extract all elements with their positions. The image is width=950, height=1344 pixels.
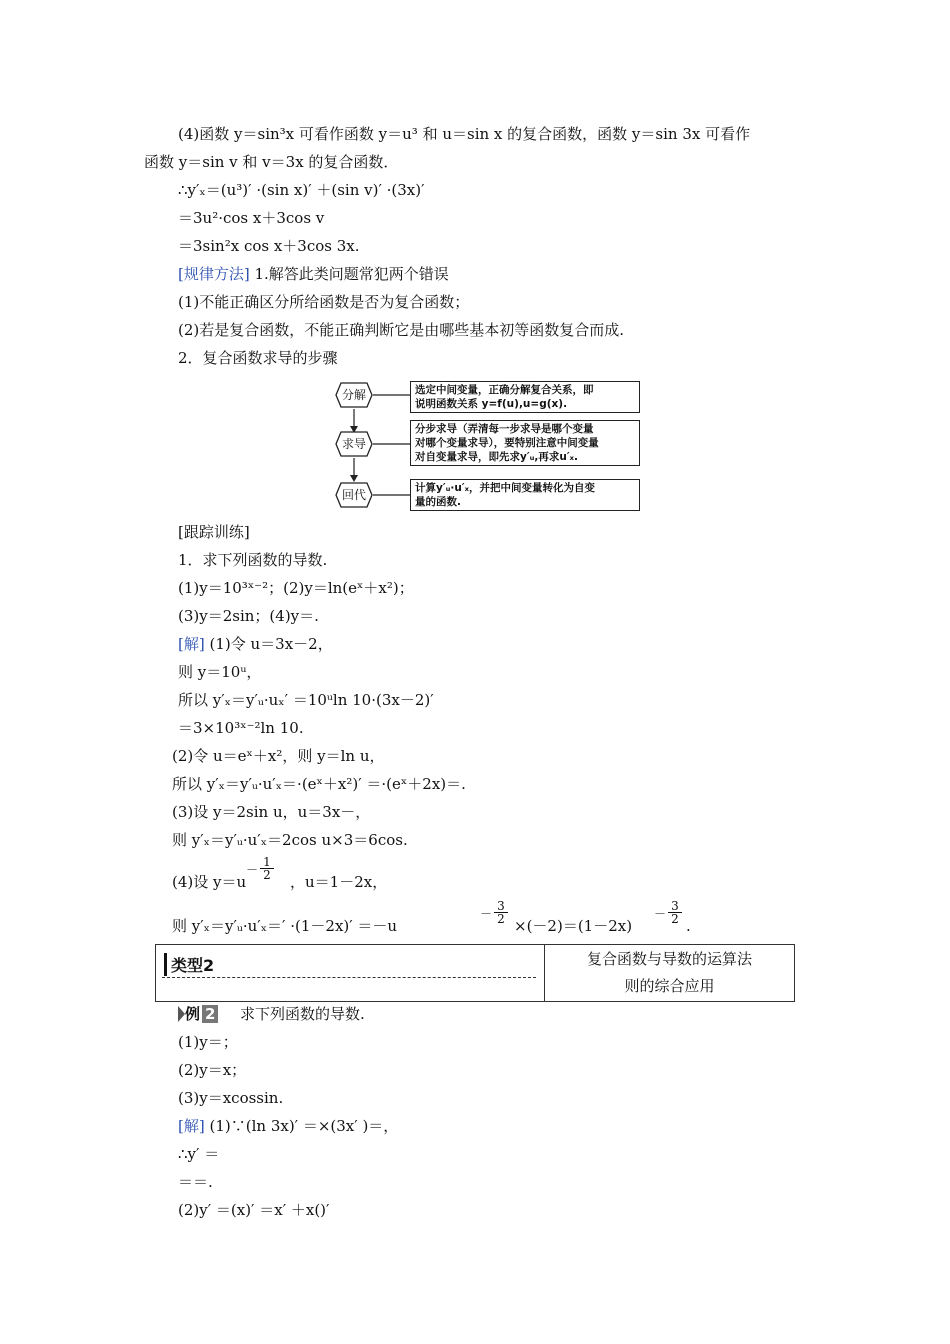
solution-line [178,1116,398,1136]
text-line: 2．复合函数求导的步骤 [178,349,338,367]
text-line: 则 y′ₓ＝y′ᵤ·u′ₓ＝2cos u×3＝6cos. [172,831,408,849]
exponent-neg-half: － 1 2 [246,856,274,881]
solution-line [178,634,333,654]
text-line: (3)设 y＝2sin u，u＝3x－， [172,803,371,821]
text-line: . [686,917,691,935]
triangle-marker-icon [178,1006,185,1022]
text-line: ＝3sin²x cos x＋3cos 3x. [178,237,360,255]
text-line: (2)y＝x； [178,1061,247,1079]
type2-left-cell [156,945,545,1001]
text-line: 则 y＝10ᵘ， [178,663,262,681]
method-line [178,264,449,284]
text-line: ＝＝. [178,1173,213,1191]
text-line: 所以 y′ₓ＝y′ᵤ·u′ₓ＝·(eˣ＋x²)′ ＝·(eˣ＋2x)＝. [172,775,466,793]
text-line: ＝3u²·cos x＋3cos v [178,209,325,227]
dashed-divider [162,977,536,978]
flow-node-decompose: 分解 [335,382,373,408]
flow-box-substitute: 计算y′ᵤ·u′ₓ，并把中间变量转化为自变 量的函数. [410,479,640,511]
flowchart [332,378,648,512]
type2-title: 复合函数与导数的运算法 则的综合应用 [586,950,752,995]
text-line: (4)函数 y＝sin³x 可看作函数 y＝u³ 和 u＝sin x 的复合函数，函数 y＝sin 3x 可看作 [178,125,751,143]
example2-label: 例 2 [178,1003,218,1023]
flow-box-derive: 分步求导（弄清每一步求导是哪个变量 对哪个变量求导），要特别注意中间变量 对自变量求导，即先求y′ᵤ,再求u′ₓ. [410,420,640,466]
text-line: 所以 y′ₓ＝y′ᵤ·uₓ′ ＝10ᵘln 10·(3x－2)′ [178,691,434,709]
type2-header [155,944,795,1002]
text-line: ∴y′ₓ＝(u³)′ ·(sin x)′ ＋(sin v)′ ·(3x)′ [178,181,425,199]
text-line: ∴y′ ＝ [178,1145,220,1163]
text-line: (3)y＝xcossin. [178,1089,284,1107]
exponent-neg-threehalf: － 3 2 [480,900,508,925]
method-tag: [规律方法] [178,265,250,283]
text-line: 则 y′ₓ＝y′ᵤ·u′ₓ＝′ ·(1－2x)′ ＝－u [172,917,398,935]
flow-node-substitute: 回代 [335,482,373,508]
text-line: ，u＝1－2x， [290,873,388,891]
text-line: (3)y＝2sin；(4)y＝. [178,607,319,625]
text-line: ×(－2)＝(1－2x) [514,917,633,935]
text-line: (2)令 u＝eˣ＋x²，则 y＝ln u， [172,747,385,765]
method-text: 1.解答此类问题常犯两个错误 [249,265,449,283]
flow-node-derive: 求导 [335,431,373,457]
flow-box-decompose: 选定中间变量，正确分解复合关系，即 说明函数关系 y=f(u),u=g(x). [410,381,640,413]
text-line: (4)设 y＝u [172,873,247,891]
text-line: (1)不能正确区分所给函数是否为复合函数； [178,293,470,311]
solution-text: (1)令 u＝3x－2， [204,635,333,653]
text-line: 求下列函数的导数. [240,1005,365,1023]
solution-tag: [解] [178,635,205,653]
solution-tag: [解] [178,1117,205,1135]
text-line: ＝3×10³ˣ⁻²ln 10. [178,719,304,737]
text-line: (1)y＝； [178,1033,238,1051]
text-line: 1．求下列函数的导数. [178,551,328,569]
training-title: [跟踪训练] [178,523,250,541]
exponent-neg-threehalf: － 3 2 [654,900,682,925]
type2-label: 类型2 [164,953,214,976]
text-line: (1)y＝10³ˣ⁻²；(2)y＝ln(eˣ＋x²)； [178,579,414,597]
text-line: (2)若是复合函数，不能正确判断它是由哪些基本初等函数复合而成. [178,321,625,339]
text-line: (2)y′ ＝(x)′ ＝x′ ＋x()′ [178,1201,330,1219]
solution-text: (1)∵(ln 3x)′ ＝×(3x′ )＝， [204,1117,399,1135]
text-line: 函数 y＝sin v 和 v＝3x 的复合函数． [144,153,399,171]
